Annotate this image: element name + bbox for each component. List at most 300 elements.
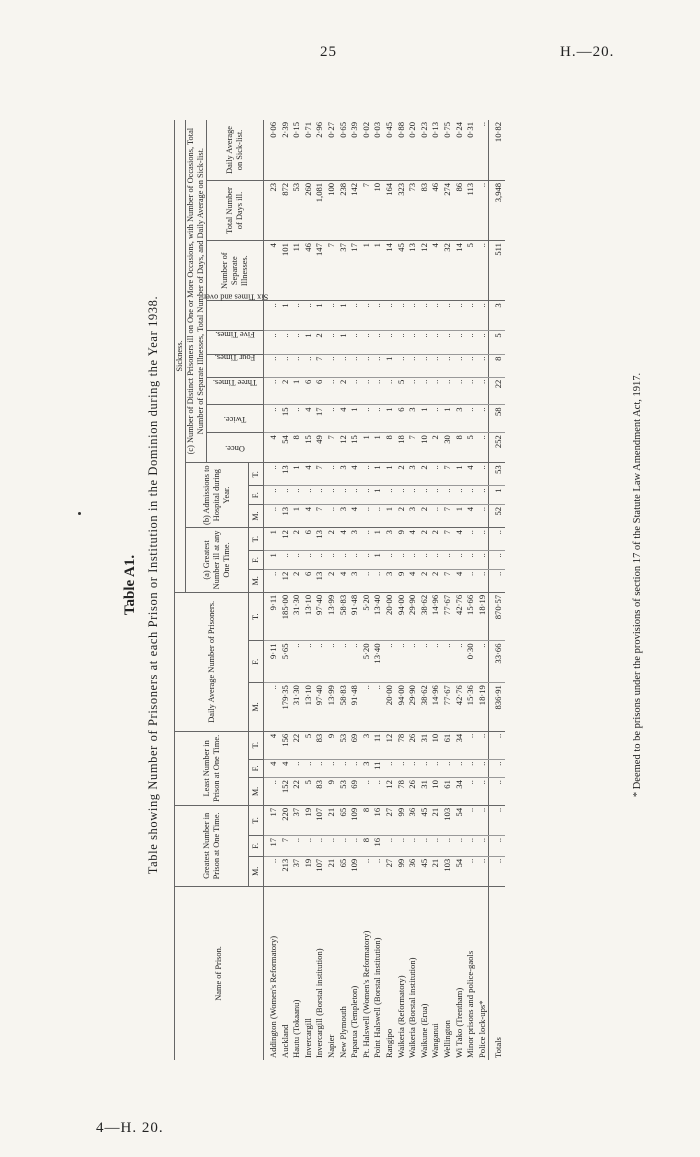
- cell-avg: ..: [477, 120, 489, 180]
- cell-three: 5: [396, 377, 408, 405]
- table-row: [264, 120, 280, 1060]
- cell-days: 46: [430, 180, 442, 240]
- cell-bm: ..: [264, 504, 280, 527]
- footnote: * Deemed to be prisons under the provisions of section 17 of the Statute Law Amendment Act, 1917.: [632, 372, 643, 798]
- cell-three: ..: [384, 377, 396, 405]
- cell-gm: 65: [338, 856, 350, 886]
- col-header-separate-illnesses: Number of Separate Illnesses.: [207, 241, 264, 301]
- cell-days: 7: [361, 180, 373, 240]
- cell-at: ..: [489, 528, 505, 551]
- cell-bf: ..: [454, 486, 466, 505]
- cell-lt: 22: [291, 731, 303, 759]
- col-header-three-times: [207, 377, 264, 405]
- cell-df: ..: [303, 641, 315, 683]
- cell-lf: ..: [419, 759, 431, 778]
- cell-sep: 4: [264, 241, 280, 301]
- cell-dm: 836·91: [489, 683, 505, 732]
- cell-bt: ..: [326, 463, 338, 486]
- cell-bt: ..: [430, 463, 442, 486]
- cell-lf: ..: [430, 759, 442, 778]
- cell-days: 260: [303, 180, 315, 240]
- cell-twice: ..: [430, 405, 442, 433]
- cell-at: 7: [442, 528, 454, 551]
- cell-four: ..: [465, 354, 477, 377]
- cell-dm: ..: [361, 683, 373, 732]
- cell-once: 1: [372, 433, 384, 463]
- cell-bt: 1: [291, 463, 303, 486]
- cell-bm: 1: [454, 504, 466, 527]
- cell-bm: 4: [349, 504, 361, 527]
- cell-am: 12: [280, 569, 292, 592]
- cell-af: ..: [419, 551, 431, 570]
- cell-lf: ..: [442, 759, 454, 778]
- cell-bf: 1: [372, 486, 384, 505]
- cell-lm: 31: [419, 778, 431, 806]
- cell-at: ..: [477, 528, 489, 551]
- cell-bt: 4: [349, 463, 361, 486]
- prison-name-cell: Wanganui: [430, 1023, 441, 1058]
- cell-at: 1: [264, 528, 280, 551]
- cell-dm: ..: [372, 683, 384, 732]
- cell-gm: ..: [489, 856, 505, 886]
- cell-df: ..: [396, 641, 408, 683]
- cell-avg: 0·31: [465, 120, 477, 180]
- cell-five: ..: [361, 331, 373, 354]
- cell-df: ..: [419, 641, 431, 683]
- cell-six: ..: [384, 301, 396, 331]
- prison-name-cell: Waikune (Erua): [418, 1003, 429, 1058]
- cell-avg: 0·06: [264, 120, 280, 180]
- cell-four: ..: [303, 354, 315, 377]
- cell-sep: 11: [291, 241, 303, 301]
- cell-twice: 3: [407, 405, 419, 433]
- cell-lt: 34: [454, 731, 466, 759]
- cell-gf: 7: [280, 835, 292, 856]
- cell-avg: 0·88: [396, 120, 408, 180]
- cell-gt: 99: [396, 805, 408, 835]
- cell-bt: 1: [372, 463, 384, 486]
- cell-bf: ..: [314, 486, 326, 505]
- cell-twice: 17: [314, 405, 326, 433]
- cell-af: ..: [430, 551, 442, 570]
- table-row: [477, 120, 489, 1060]
- cell-dm: 97·40: [314, 683, 326, 732]
- cell-at: 4: [338, 528, 350, 551]
- cell-sep: 4: [430, 241, 442, 301]
- table-row: [419, 120, 431, 1060]
- cell-three: ..: [454, 377, 466, 405]
- cell-bf: 1: [489, 486, 505, 505]
- cell-six: ..: [326, 301, 338, 331]
- cell-lf: ..: [338, 759, 350, 778]
- cell-avg: 0·65: [338, 120, 350, 180]
- cell-lm: 22: [291, 778, 303, 806]
- cell-avg: 10·82: [489, 120, 505, 180]
- cell-gf: 16: [372, 835, 384, 856]
- cell-days: 10: [372, 180, 384, 240]
- table-row: [442, 120, 454, 1060]
- table-row: [280, 120, 292, 1060]
- cell-lf: ..: [349, 759, 361, 778]
- cell-am: ..: [264, 569, 280, 592]
- cell-gm: ..: [477, 856, 489, 886]
- table-row: [372, 120, 384, 1060]
- prisoners-table: [174, 120, 505, 1060]
- cell-six: ..: [264, 301, 280, 331]
- cell-twice: ..: [326, 405, 338, 433]
- cell-gf: ..: [419, 835, 431, 856]
- cell-dt: 20·00: [384, 592, 396, 641]
- cell-at: 4: [407, 528, 419, 551]
- cell-df: ..: [326, 641, 338, 683]
- col-header-daily-average: Daily Average Number of Prisoners.: [175, 592, 249, 731]
- cell-twice: 6: [396, 405, 408, 433]
- col-header-four-label: Four Times.: [214, 352, 256, 362]
- cell-at: 4: [454, 528, 466, 551]
- cell-bt: 2: [396, 463, 408, 486]
- cell-gt: ..: [477, 805, 489, 835]
- cell-gt: 37: [291, 805, 303, 835]
- cell-bm: 7: [442, 504, 454, 527]
- cell-four: ..: [338, 354, 350, 377]
- cell-avg: 0·27: [326, 120, 338, 180]
- sub-header-m: M.: [249, 856, 264, 886]
- cell-lm: 34: [454, 778, 466, 806]
- cell-am: 4: [338, 569, 350, 592]
- cell-lf: 11: [372, 759, 384, 778]
- table-row: [349, 120, 361, 1060]
- cell-gt: 16: [372, 805, 384, 835]
- cell-bm: ..: [477, 504, 489, 527]
- cell-df: 5·20: [361, 641, 373, 683]
- cell-af: 1: [264, 551, 280, 570]
- cell-three: 22: [489, 377, 505, 405]
- cell-twice: 3: [454, 405, 466, 433]
- cell-lf: ..: [454, 759, 466, 778]
- cell-gf: ..: [430, 835, 442, 856]
- cell-at: 1: [372, 528, 384, 551]
- cell-dm: 58·83: [338, 683, 350, 732]
- cell-gt: 65: [338, 805, 350, 835]
- cell-four: ..: [280, 354, 292, 377]
- col-header-five-label: Five Times.: [215, 329, 255, 339]
- cell-gf: ..: [291, 835, 303, 856]
- cell-dt: 18·19: [477, 592, 489, 641]
- cell-five: ..: [477, 331, 489, 354]
- cell-bf: ..: [349, 486, 361, 505]
- table-row: [465, 120, 477, 1060]
- cell-bt: 7: [442, 463, 454, 486]
- cell-gf: ..: [314, 835, 326, 856]
- cell-bf: ..: [465, 486, 477, 505]
- cell-gt: 8: [361, 805, 373, 835]
- cell-sep: 14: [454, 241, 466, 301]
- cell-bm: 2: [419, 504, 431, 527]
- cell-dm: 42·76: [454, 683, 466, 732]
- cell-twice: 1: [419, 405, 431, 433]
- cell-days: 73: [407, 180, 419, 240]
- cell-days: 100: [326, 180, 338, 240]
- cell-lm: 5: [303, 778, 315, 806]
- cell-once: 8: [454, 433, 466, 463]
- cell-bm: ..: [430, 504, 442, 527]
- cell-af: ..: [280, 551, 292, 570]
- cell-lf: ..: [314, 759, 326, 778]
- cell-twice: ..: [372, 405, 384, 433]
- cell-dt: 38·62: [419, 592, 431, 641]
- col-header-six-times: [201, 293, 269, 331]
- cell-five: ..: [454, 331, 466, 354]
- footer-code: 4—H. 20.: [96, 1120, 164, 1136]
- cell-af: ..: [477, 551, 489, 570]
- cell-gf: ..: [442, 835, 454, 856]
- cell-af: ..: [454, 551, 466, 570]
- cell-twice: 4: [303, 405, 315, 433]
- cell-lt: 11: [372, 731, 384, 759]
- cell-three: ..: [264, 377, 280, 405]
- cell-days: 3,948: [489, 180, 505, 240]
- cell-dt: 58·83: [338, 592, 350, 641]
- cell-bf: ..: [477, 486, 489, 505]
- table-number: Table A1.: [122, 554, 138, 616]
- cell-sep: 37: [338, 241, 350, 301]
- cell-once: 12: [338, 433, 350, 463]
- cell-bt: 4: [465, 463, 477, 486]
- cell-sep: 1: [361, 241, 373, 301]
- cell-four: ..: [442, 354, 454, 377]
- col-header-once: [207, 433, 264, 463]
- cell-three: ..: [477, 377, 489, 405]
- cell-twice: 1: [442, 405, 454, 433]
- cell-bm: ..: [361, 504, 373, 527]
- cell-dm: 15·36: [465, 683, 477, 732]
- cell-avg: 0·02: [361, 120, 373, 180]
- cell-four: ..: [326, 354, 338, 377]
- cell-three: ..: [465, 377, 477, 405]
- cell-dm: 77·67: [442, 683, 454, 732]
- cell-lm: ..: [489, 778, 505, 806]
- cell-af: ..: [326, 551, 338, 570]
- cell-gf: ..: [384, 835, 396, 856]
- cell-dt: 185·00: [280, 592, 292, 641]
- cell-four: ..: [264, 354, 280, 377]
- cell-three: 2: [338, 377, 350, 405]
- cell-twice: 58: [489, 405, 505, 433]
- cell-sep: 14: [384, 241, 396, 301]
- cell-am: 3: [349, 569, 361, 592]
- cell-twice: ..: [361, 405, 373, 433]
- cell-af: 1: [372, 551, 384, 570]
- cell-bt: ..: [361, 463, 373, 486]
- sub-header-f: F.: [249, 641, 264, 683]
- sub-header-f: F.: [249, 835, 264, 856]
- cell-lm: 152: [280, 778, 292, 806]
- cell-gf: ..: [407, 835, 419, 856]
- cell-af: ..: [303, 551, 315, 570]
- cell-am: ..: [465, 569, 477, 592]
- cell-df: 13·40: [372, 641, 384, 683]
- cell-bm: 1: [384, 504, 396, 527]
- sub-header-f: F.: [249, 759, 264, 778]
- cell-once: 30: [442, 433, 454, 463]
- col-header-least: Least Number in Prison at One Time.: [175, 731, 249, 805]
- cell-days: 86: [454, 180, 466, 240]
- cell-three: ..: [407, 377, 419, 405]
- cell-at: 3: [349, 528, 361, 551]
- cell-five: ..: [291, 331, 303, 354]
- cell-once: 252: [489, 433, 505, 463]
- cell-gt: 109: [349, 805, 361, 835]
- cell-dt: 15·66: [465, 592, 477, 641]
- cell-at: 2: [326, 528, 338, 551]
- cell-lm: 69: [349, 778, 361, 806]
- cell-gm: ..: [372, 856, 384, 886]
- prison-name-cell: Waikeria (Reformatory): [395, 975, 406, 1058]
- cell-sep: 1: [372, 241, 384, 301]
- table-row: [396, 120, 408, 1060]
- cell-lt: 26: [407, 731, 419, 759]
- cell-days: 872: [280, 180, 292, 240]
- cell-four: 8: [489, 354, 505, 377]
- cell-five: ..: [326, 331, 338, 354]
- cell-twice: ..: [477, 405, 489, 433]
- col-header-total-days: Total Number of Days ill.: [207, 180, 264, 240]
- cell-three: 1: [291, 377, 303, 405]
- cell-df: ..: [407, 641, 419, 683]
- cell-once: 8: [291, 433, 303, 463]
- cell-once: 8: [384, 433, 396, 463]
- col-header-daily-sick: Daily Average on Sick-list.: [207, 120, 264, 180]
- cell-dm: 91·48: [349, 683, 361, 732]
- table-row: [326, 120, 338, 1060]
- cell-five: ..: [396, 331, 408, 354]
- table-row: [430, 120, 442, 1060]
- cell-lm: ..: [361, 778, 373, 806]
- cell-at: ..: [465, 528, 477, 551]
- table-row: [454, 120, 466, 1060]
- cell-avg: 0·13: [430, 120, 442, 180]
- cell-bf: ..: [326, 486, 338, 505]
- cell-lf: ..: [489, 759, 505, 778]
- cell-lt: 69: [349, 731, 361, 759]
- cell-four: ..: [372, 354, 384, 377]
- sub-header-m: M.: [249, 504, 264, 527]
- cell-days: 53: [291, 180, 303, 240]
- cell-lm: 53: [338, 778, 350, 806]
- cell-am: ..: [489, 569, 505, 592]
- cell-bf: ..: [419, 486, 431, 505]
- cell-lt: 4: [264, 731, 280, 759]
- cell-lf: ..: [477, 759, 489, 778]
- cell-six: ..: [291, 301, 303, 331]
- cell-days: 83: [419, 180, 431, 240]
- cell-sep: 511: [489, 241, 505, 301]
- cell-am: 3: [384, 569, 396, 592]
- cell-dm: ..: [264, 683, 280, 732]
- cell-gm: 107: [314, 856, 326, 886]
- cell-four: 1: [384, 354, 396, 377]
- cell-lf: 4: [280, 759, 292, 778]
- cell-bm: 3: [407, 504, 419, 527]
- cell-lt: 78: [396, 731, 408, 759]
- cell-df: ..: [349, 641, 361, 683]
- cell-lm: ..: [264, 778, 280, 806]
- cell-five: ..: [264, 331, 280, 354]
- cell-lm: 61: [442, 778, 454, 806]
- cell-lt: 156: [280, 731, 292, 759]
- sub-header-m: M.: [249, 683, 264, 732]
- cell-avg: 0·20: [407, 120, 419, 180]
- col-header-twice-label: Twice.: [223, 414, 247, 424]
- cell-three: ..: [442, 377, 454, 405]
- cell-four: ..: [349, 354, 361, 377]
- cell-at: 2: [291, 528, 303, 551]
- cell-bm: 13: [280, 504, 292, 527]
- cell-dt: 29·90: [407, 592, 419, 641]
- cell-dm: 31·30: [291, 683, 303, 732]
- cell-six: 3: [489, 301, 505, 331]
- table-row: [291, 120, 303, 1060]
- cell-am: ..: [361, 569, 373, 592]
- cell-am: 9: [396, 569, 408, 592]
- cell-af: ..: [361, 551, 373, 570]
- table-row: [361, 120, 373, 1060]
- cell-dt: 77·67: [442, 592, 454, 641]
- cell-bf: ..: [396, 486, 408, 505]
- col-header-greatest: Greatest Number in Prison at One Time.: [175, 805, 249, 886]
- sub-header-m: M.: [249, 778, 264, 806]
- cell-gf: ..: [303, 835, 315, 856]
- cell-am: 7: [442, 569, 454, 592]
- sub-header-f: F.: [249, 551, 264, 570]
- cell-gm: 21: [430, 856, 442, 886]
- cell-four: ..: [454, 354, 466, 377]
- cell-bm: ..: [326, 504, 338, 527]
- cell-am: 2: [291, 569, 303, 592]
- cell-bt: 13: [280, 463, 292, 486]
- cell-af: ..: [396, 551, 408, 570]
- cell-twice: ..: [465, 405, 477, 433]
- col-header-sick-a: (a) Greatest Number ill at any One Time.: [186, 528, 249, 593]
- cell-four: ..: [361, 354, 373, 377]
- cell-once: 18: [396, 433, 408, 463]
- cell-gt: 19: [303, 805, 315, 835]
- cell-af: ..: [338, 551, 350, 570]
- cell-lt: 31: [419, 731, 431, 759]
- col-header-six-label: Six Times and over.: [201, 293, 269, 303]
- cell-twice: ..: [264, 405, 280, 433]
- cell-df: ..: [454, 641, 466, 683]
- cell-lm: 12: [384, 778, 396, 806]
- cell-af: ..: [291, 551, 303, 570]
- cell-four: ..: [396, 354, 408, 377]
- cell-days: 1,081: [314, 180, 326, 240]
- sub-header-t: T.: [249, 463, 264, 486]
- cell-dt: 13·99: [326, 592, 338, 641]
- sub-header-t: T.: [249, 592, 264, 641]
- cell-gm: 213: [280, 856, 292, 886]
- cell-bf: ..: [338, 486, 350, 505]
- cell-six: 1: [280, 301, 292, 331]
- cell-af: ..: [314, 551, 326, 570]
- cell-at: 2: [419, 528, 431, 551]
- prison-name-cell: Wellington: [441, 1020, 452, 1058]
- table-row: [314, 120, 326, 1060]
- cell-lm: 26: [407, 778, 419, 806]
- cell-gf: ..: [465, 835, 477, 856]
- prison-name-cell: Totals: [489, 886, 505, 1060]
- cell-df: ..: [442, 641, 454, 683]
